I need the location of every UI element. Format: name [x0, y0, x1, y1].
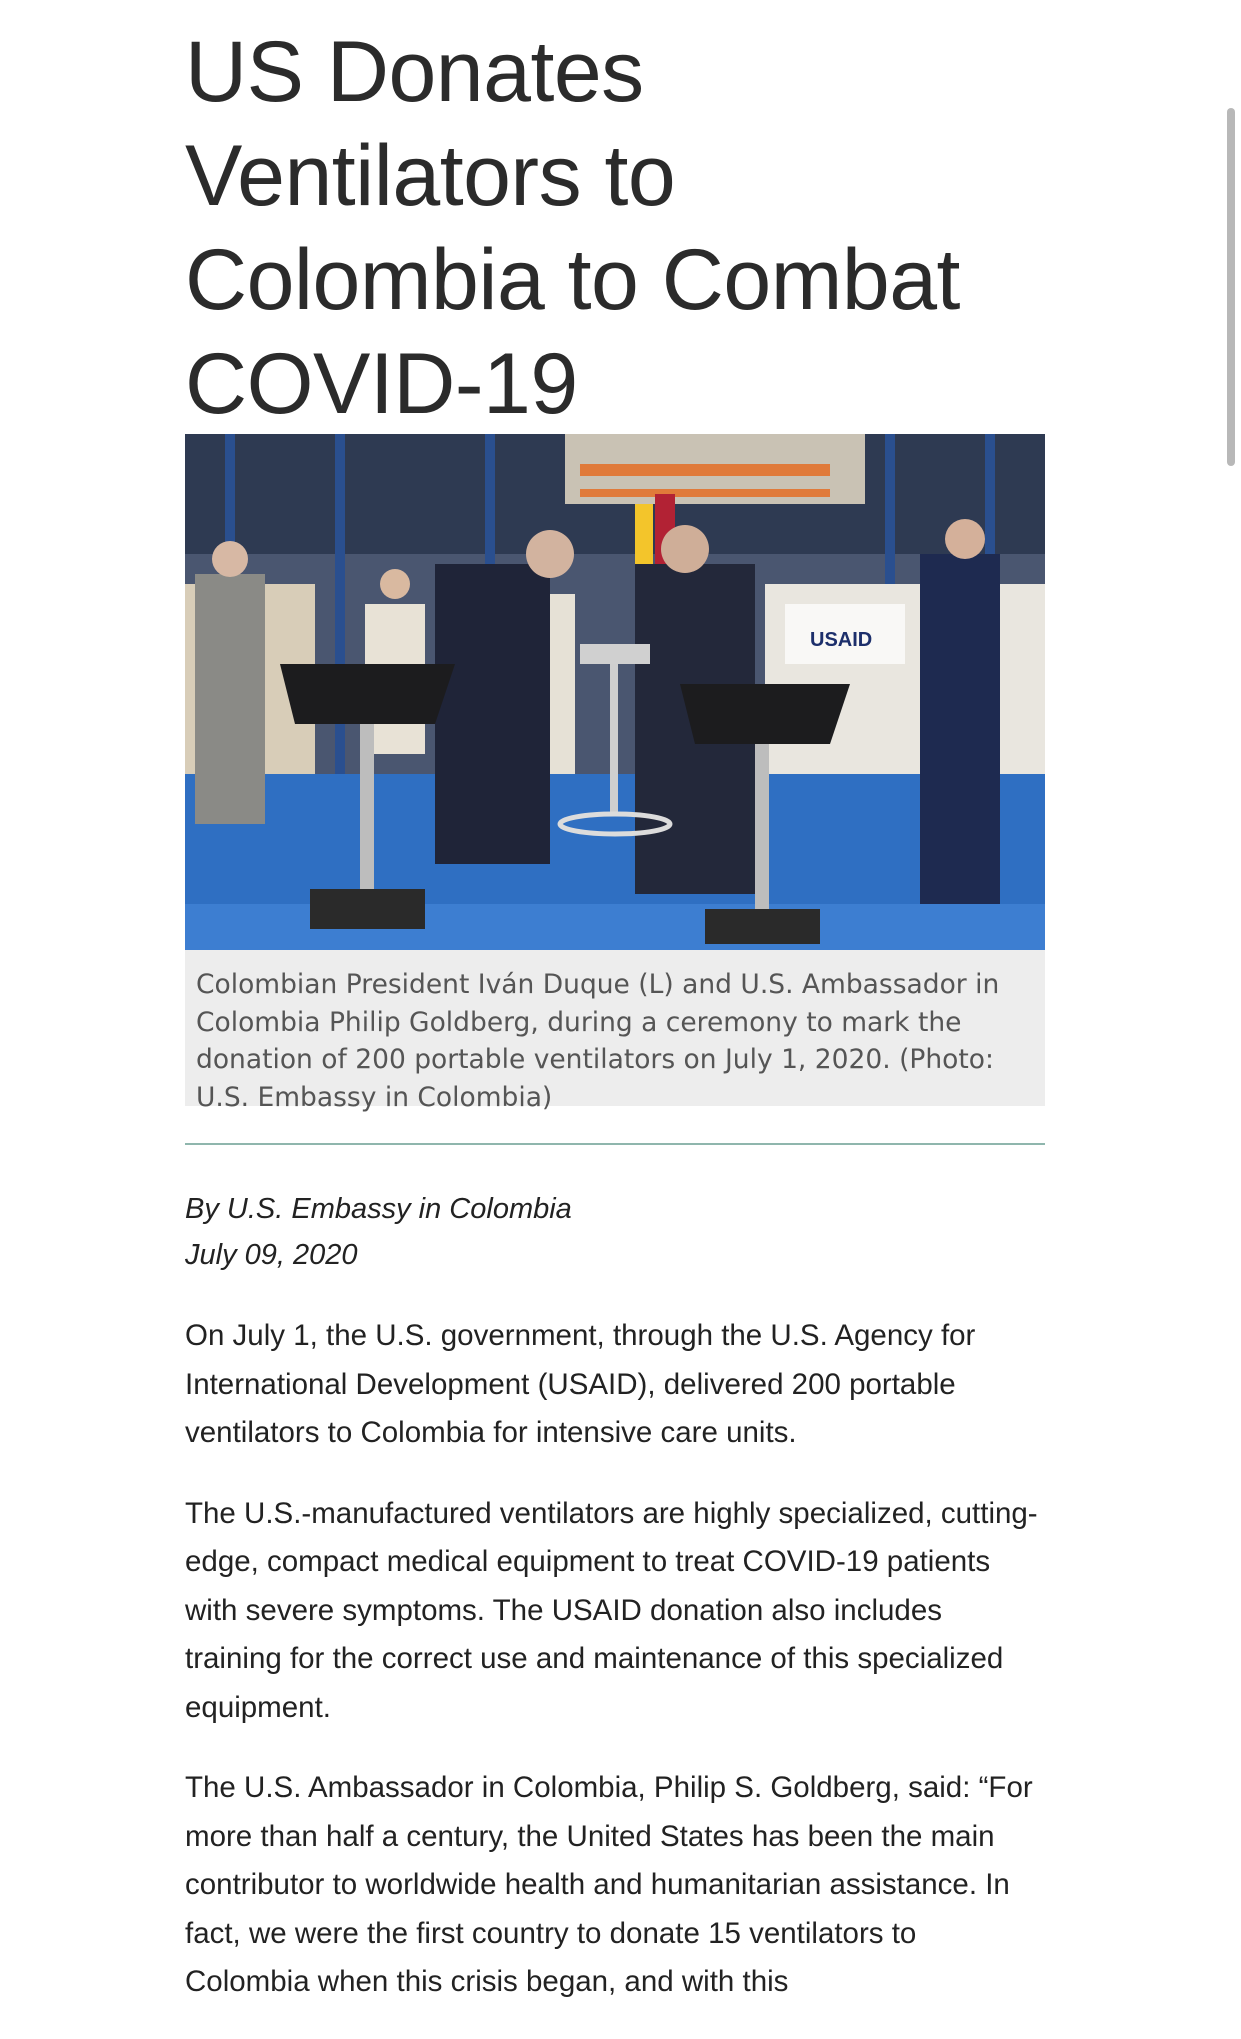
article-body [185, 1312, 1045, 2039]
ceremony-photo[interactable] [185, 434, 1045, 950]
article-figure [185, 434, 1045, 1113]
body-paragraph-1: On July 1, the U.S. government, through the U.S. Agency for International Development (USAID), delivered 200 portable ventilators to Colombia for intensive care units. [185, 1319, 976, 1449]
body-paragraph-2: The U.S.-manufactured ventilators are highly specialized, cutting-edge, compact medical equipment to treat COVID-19 patients with severe symptoms. The USAID donation also includes training for the correct use and maintenance of this specialized equipment. [185, 1496, 1038, 1724]
photo-caption: Colombian President Iván Duque (L) and U.S. Ambassador in Colombia Philip Goldberg, during a ceremony to mark the donation of 200 portable ventilators on July 1, 2020. (Photo: U.S. Embassy in Colombia) [185, 950, 1045, 1106]
usaid-box-label: USAID [810, 629, 873, 651]
section-divider [185, 1143, 1045, 1145]
page-scrollbar[interactable] [1227, 108, 1235, 466]
byline-date: July 09, 2020 [185, 1239, 358, 1271]
byline-author: By U.S. Embassy in Colombia [185, 1193, 572, 1225]
body-paragraph-3: The U.S. Ambassador in Colombia, Philip S. Goldberg, said: “For more than half a century, the United States has been the main contributor to worldwide health and humanitarian assistance. In fact, we were the first country to donate 15 ventilators to Colombia when this crisis began, and with this [185, 1771, 1033, 1998]
article [185, 0, 1045, 1998]
byline [185, 1186, 572, 1278]
article-headline: US Donates Ventilators to Colombia to Combat COVID-19 [185, 24, 960, 432]
